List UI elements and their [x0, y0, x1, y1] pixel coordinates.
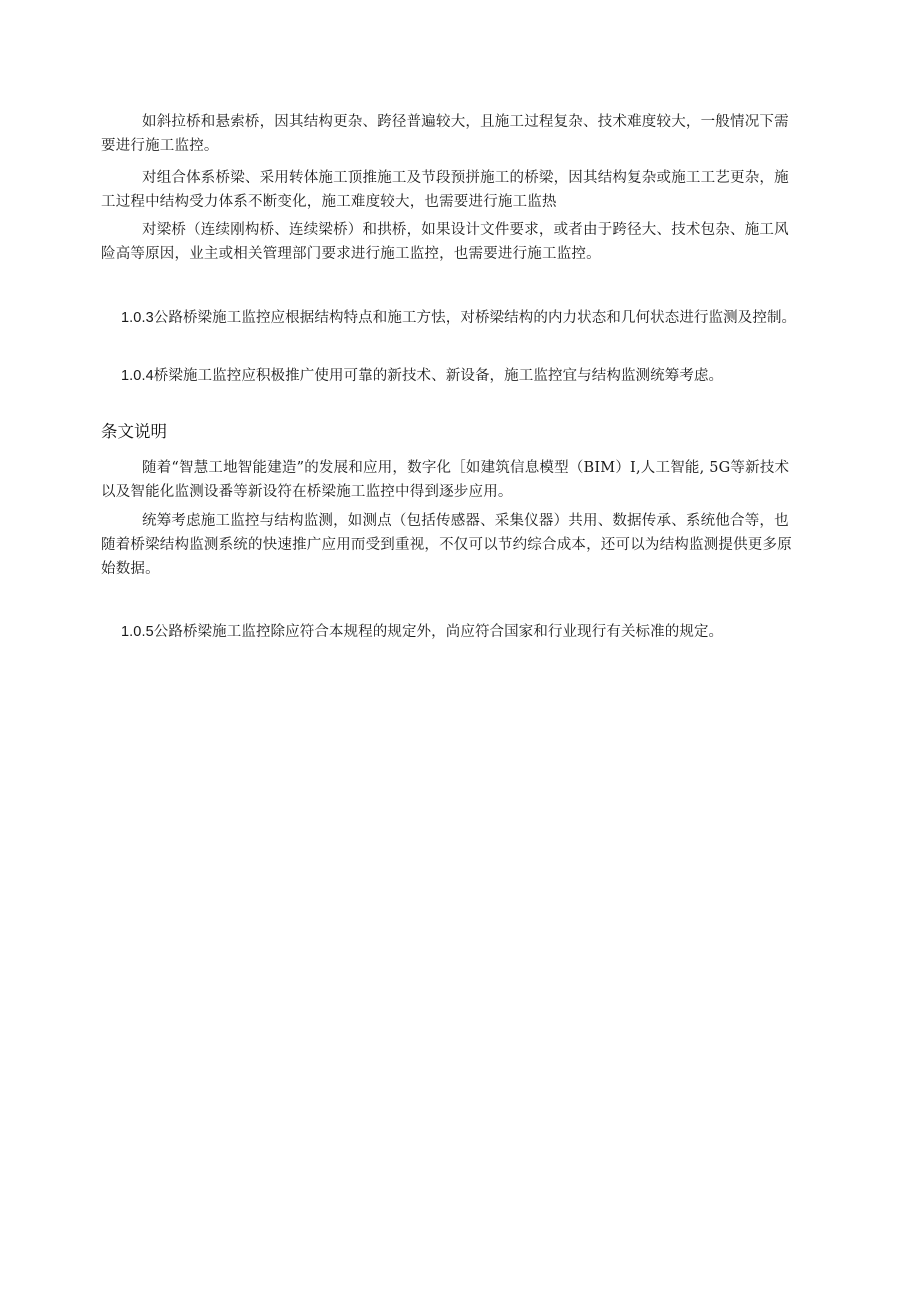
clause-1-0-4: [121, 364, 841, 388]
paragraph-line: 始数据。: [101, 561, 160, 577]
paragraph-line: 以及智能化监测设番等新设符在桥梁施工监控中得到逐步应用。: [101, 484, 513, 500]
clause-number: 1.0.3: [121, 310, 154, 326]
clause-number: 1.0.5: [121, 624, 154, 640]
paragraph-line: 工过程中结构受力体系不断变化，施工难度较大，也需要进行施工监热: [101, 194, 557, 210]
clause-1-0-3: [121, 306, 841, 330]
clause-text: 桥梁施工监控应积极推广使用可靠的新技术、新设备，施工监控宜与结构监测统筹考虑。: [153, 368, 724, 384]
paragraph-line: 对梁桥（连续刚构桥、连续梁桥）和拱桥，如果设计文件要求，或者由于跨径大、技术包杂、施工风: [142, 222, 789, 238]
paragraph-line: 如斜拉桥和悬索桥，因其结构更杂、跨径普遍较大，且施工过程复杂、技术难度较大，一般情况下需: [142, 114, 789, 130]
paragraph-monitoring-coordination: [101, 509, 821, 581]
clause-number: 1.0.4: [121, 368, 154, 384]
clause-text: 公路桥梁施工监控除应符合本规程的规定外，尚应符合国家和行业现行有关标准的规定。: [153, 624, 724, 640]
paragraph-composite-system: [101, 166, 821, 214]
paragraph-beam-arch: [101, 218, 821, 266]
paragraph-line: 对组合体系桥梁、采用转体施工顶推施工及节段预拼施工的桥梁，因其结构复杂或施工工艺更杂，施: [142, 170, 789, 186]
explanation-heading: 条文说明: [101, 422, 167, 441]
clause-text: 公路桥梁施工监控应根据结构特点和施工方怯，对桥梁结构的内力状态和几何状态进行监测及控制。: [153, 310, 797, 326]
paragraph-line: 统筹考虑施工监控与结构监测，如测点（包括传感器、采集仪器）共用、数据传承、系统他合等，也: [142, 513, 789, 529]
paragraph-smart-construction: [101, 456, 821, 504]
paragraph-line: 要进行施工监控。: [101, 138, 219, 154]
paragraph-line: 险高等原因，业主或相关管理部门要求进行施工监控，也需要进行施工监控。: [101, 246, 601, 262]
paragraph-line: 随着桥梁结构监测系统的快速推广应用而受到重视，不仅可以节约综合成本，还可以为结构监测提供更多原: [101, 537, 792, 553]
clause-1-0-5: [121, 620, 841, 644]
paragraph-cable-suspension: [101, 110, 821, 158]
paragraph-line: 随着“智慧工地智能建造”的发展和应用，数字化［如建筑信息模型（BIM）I,人工智能, 5G等新技术: [142, 460, 790, 476]
